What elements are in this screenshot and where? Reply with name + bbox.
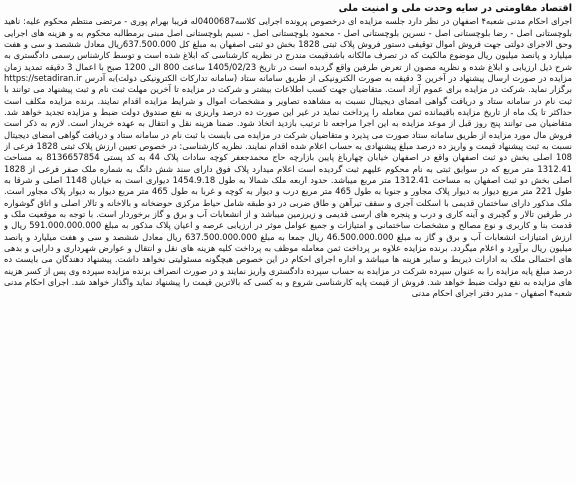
notice-body: اجرای احکام مدنی شعبه۴ اصفهان در نظر دارد جلسه مزایده ای درخصوص پرونده اجرایی کلاسه0400687له فریبا بهرام پوری - مرتضی منتظم محکوم علیه: ناهید بلوچستانی اصل - رضا بلوچستانی اصل - نسرین بلوچستانی اصل - محمود بلوچستانی اصل - نسیم بلوچستانی اصل مبنی برمطالبه محکوم به و هزینه های اجرایی وحق الاجرای دولتی جهت فروش اموال توقیفی دستور فروش پلاک ثبتی 1828 بخش دو ثبتی اصفهان به مبلغ کل 637.500.000ریال معادل ششصد و سی و هفت میلیارد و پانصد میلیون ریال موضوع مالکیت که در تصرف مالکانه باشدقیمت مندرج در نظریه کارشناسی که ابلاغ شده است و توسط کارشناس رسمی دادگستری به شرح ذیل ارزیابی و ابلاغ شده و نظریه مصون از تعرض طرفین واقع گردیده است در تاریخ 1405/02/23 ساعت 800 الی 1200 صبح با اعمال 3 دقیقه تمدید زمان مزایده در صورت ارسال پیشنهاد در آخرین 3 دقیقه به صورت الکترونیکی از طریق سامانه ستاد (سامانه تدارکات الکترونیکی دولت)به آدرس https://setadiran.ir برگزار نماید. شرکت در مزایده برای عموم آزاد است. متقاضیان جهت کسب اطلاعات بیشتر و شرکت در مزایده تا آخرین مهلت ثبت نام و ثبت پیشنهاد می توانند با ثبت نام در سامانه ستاد و دریافت گواهی امضای دیجیتال نسبت به مشاهده تصاویر و مشخصات اموال و شرایط مزایده اقدام نمایند. برنده مزایده مکلف است حداکثر تا یک ماه از تاریخ مزایده باقیمانده ثمن معامله را پرداخت نماید در غیر این صورت ده درصد واریزی به نفع صندوق دولت ضبط و مزایده تجدید خواهد شد. متقاضیان می توانند پنج روز قبل از موعد مزایده به این اجرا مراجعه تا ترتیب بازدید اتخاذ شود. ضمنا هزینه نقل و انتقال به عهده خریدار است. لازم به ذکر است فروش مال مورد مزایده از طریق سامانه ستاد صورت می پذیرد و متقاضیان شرکت در مزایده می بایست با ثبت نام در سامانه ستاد و دریافت گواهی امضای دیجیتال نسبت به ثبت پیشنهاد قیمت و واریز ده درصد مبلغ پیشنهادی به حساب اعلام شده اقدام نمایند. نظریه کارشناسی: در خصوص تعیین ارزش پلاک ثبتی 1828 فرعی از 108 اصلی بخش دو ثبت اصفهان واقع در اصفهان خیابان چهارباغ پایین بازارچه حاج محمدجعفر کوچه سادات پلاک 44 به کد پستی 8136657854 به مساحت 1312.41 متر مربع که در سوابق ثبتی به نام محکوم علیهم ثبت گردیده است اعلام میدارد پلاک فوق دارای سند شش دانگ به شماره ملک صفر فرعی از 1828 اصلی بخش دو ثبت اصفهان به مساحت 1312.41 متر مربع میباشد. حدود اربعه ملک شمالا به طول 1454.9.18 دیواری است به خیابان 1148 اصلی و شرقا به طول 221 متر مربع دیوار به دیوار پلاک مجاور و جنوبا به طول 465 متر مربع درب و دیوار به کوچه و غربا به طول 465 متر مربع دیوار به دیوار پلاک مجاور است. ملک مذکور دارای ساختمان قدیمی با اسکلت آجری و سقف تیرآهن و طاق ضربی در دو طبقه شامل حیاط مرکزی حوضخانه و بالاخانه و تالار اصلی و اتاق گوشواره در طرفین تالار و گچبری و آینه کاری و درب و پنجره های ارسی قدیمی و زیرزمین میباشد و از انشعابات آب و برق و گاز برخوردار است. با توجه به موقعیت ملک و قدمت بنا و کاربری و نوع مصالح و مشخصات ساختمانی و امتیازات و جمیع عوامل موثر در ارزیابی عرصه و اعیان پلاک مذکور به مبلغ 591.000.000.000 ریال و ارزش امتیازات انشعابات آب و برق و گاز به مبلغ 46.500.000.000 ریال جمعا به مبلغ 637.500.000.000 ریال معادل ششصد و سی و هفت میلیارد و پانصد میلیون ریال برآورد و اعلام میگردد. برنده مزایده علاوه بر پرداخت ثمن معامله موظف به پرداخت کلیه هزینه های نقل و انتقال و عوارض شهرداری و دارایی و بدهی های احتمالی ملک به ادارات ذیربط و سایر هزینه ها میباشد و اداره اجرای احکام در این خصوص هیچگونه مسئولیتی نخواهد داشت. پیشنهاد دهندگان می بایست ده درصد مبلغ پایه مزایده را به عنوان سپرده شرکت در مزایده به حساب سپرده دادگستری واریز نمایند و در صورت انصراف برنده مزایده سپرده وی پس از کسر هزینه های مزایده به نفع دولت ضبط خواهد شد. فروش از قیمت پایه کارشناسی شروع و به کسی که بالاترین قیمت را پیشنهاد نماید واگذار خواهد شد. اجرای احکام مدنی شعبه۴ اصفهان - مدیر دفتر اجرای احکام مدنی bbox=[4, 16, 572, 299]
notice-headline: اقتصاد مقاومتی در سایه وحدت ملی و امنیت ملی bbox=[338, 3, 572, 14]
